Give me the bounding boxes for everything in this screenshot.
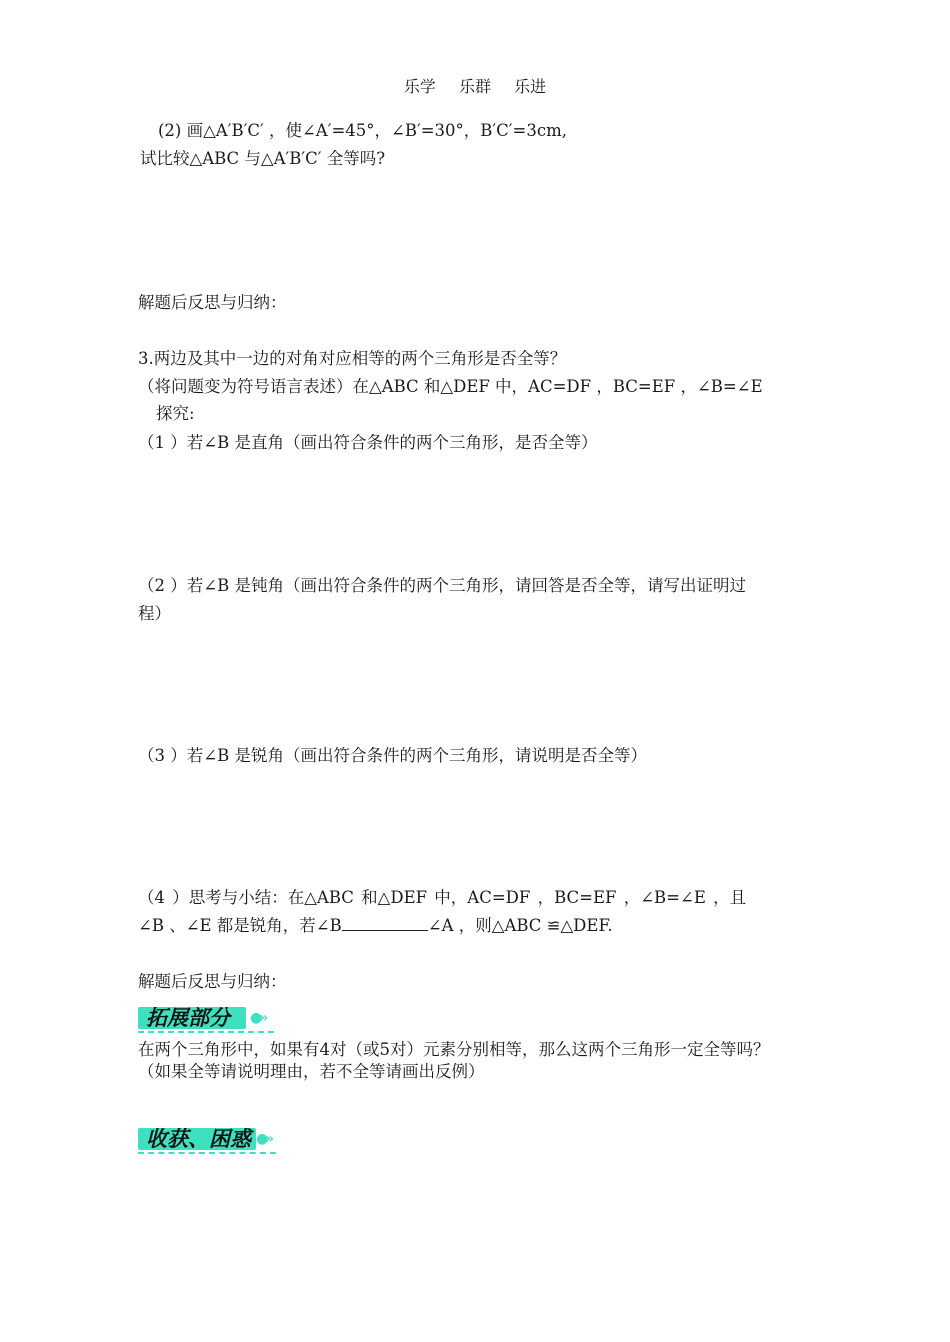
badge-label: 收获、困惑 bbox=[146, 1127, 251, 1151]
double-chevron-right-icon: ●» bbox=[256, 1131, 271, 1147]
question-3-part-4-line-2 bbox=[138, 915, 613, 937]
part-4-text-before-blank: ∠B 、∠E 都是锐角，若∠B bbox=[138, 916, 342, 935]
gains-section-badge bbox=[138, 1124, 276, 1154]
double-chevron-right-icon: ●» bbox=[250, 1010, 265, 1026]
reflection-heading-1: 解题后反思与归纳： bbox=[138, 293, 287, 312]
problem-2-line-2: 试比较△ABC 与△A′B′C′ 全等吗? bbox=[140, 149, 386, 168]
answer-blank[interactable] bbox=[342, 916, 428, 931]
question-3-part-4-line-1: （4 ）思考与小结：在△ABC 和△DEF 中，AC=DF ，BC=EF ，∠B=∠E ，且 bbox=[138, 888, 747, 907]
reflection-heading-2: 解题后反思与归纳： bbox=[138, 972, 287, 991]
problem-2-line-1: (2) 画△A′B′C′ ，使∠A′=45°，∠B′=30°，B′C′=3cm, bbox=[158, 121, 567, 140]
question-3-explore-label: 探究: bbox=[156, 404, 195, 423]
badge-underline bbox=[138, 1031, 274, 1033]
question-3-part-2-line-2: 程） bbox=[138, 604, 171, 623]
question-3-title: 3.两边及其中一边的对角对应相等的两个三角形是否全等？ bbox=[138, 349, 567, 368]
extension-question-line-1: 在两个三角形中，如果有4对（或5对）元素分别相等，那么这两个三角形一定全等吗？ bbox=[138, 1040, 770, 1059]
extension-section-badge bbox=[138, 1003, 274, 1033]
extension-question-line-2: （如果全等请说明理由，若不全等请画出反例） bbox=[138, 1062, 485, 1081]
question-3-part-1: （1 ）若∠B 是直角（画出符合条件的两个三角形，是否全等） bbox=[138, 433, 598, 452]
question-3-part-3: （3 ）若∠B 是锐角（画出符合条件的两个三角形，请说明是否全等） bbox=[138, 746, 647, 765]
question-3-part-2-line-1: （2 ）若∠B 是钝角（画出符合条件的两个三角形，请回答是否全等，请写出证明过 bbox=[138, 576, 746, 595]
badge-underline bbox=[138, 1152, 276, 1154]
part-4-text-after-blank: ∠A ，则△ABC ≌△DEF. bbox=[427, 916, 613, 935]
badge-label: 拓展部分 bbox=[146, 1006, 230, 1030]
page-header: 乐学 乐群 乐进 bbox=[403, 77, 547, 96]
question-3-restatement: （将问题变为符号语言表述）在△ABC 和△DEF 中，AC=DF ，BC=EF ，∠B=∠E bbox=[138, 377, 763, 396]
